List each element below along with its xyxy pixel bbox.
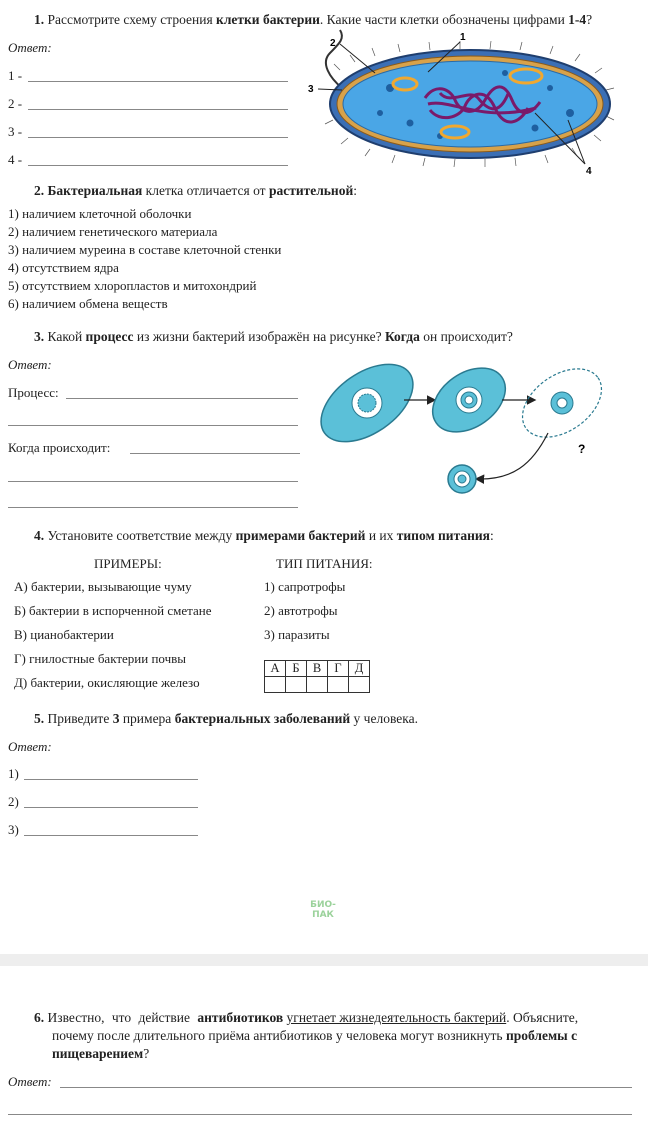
spore-formation-diagram — [312, 355, 612, 505]
q4-header-a: А — [265, 661, 286, 677]
q5-answer-line-2[interactable] — [24, 807, 198, 808]
q5-item-1: 1) — [8, 766, 19, 781]
q6-title-line-2: почему после длительного приёма антибиотиков у человека могут возникнуть проблемы с — [52, 1028, 578, 1043]
biopak-logo: БИО- ПАК — [310, 900, 336, 920]
q1-answer-line-2[interactable] — [28, 109, 288, 110]
callout-1: 1 — [460, 32, 466, 43]
q4-answer-cell-b[interactable] — [286, 677, 307, 693]
q1-item-2: 2 - — [8, 96, 23, 111]
q3-when-line-2[interactable] — [8, 481, 298, 482]
q4-example-d: Д) бактерии, окисляющие железо — [14, 675, 200, 690]
q4-answer-cell-g[interactable] — [328, 677, 349, 693]
q1-title: 1. Рассмотрите схему строения клетки бактерии. Какие части клетки обозначены цифрами 1-4? — [34, 12, 593, 27]
q3-answer-label: Ответ: — [8, 357, 52, 372]
q1-answer-line-3[interactable] — [28, 137, 288, 138]
q3-title: 3. Какой процесс из жизни бактерий изображён на рисунке? Когда он происходит? — [34, 329, 513, 344]
q4-header-v: В — [307, 661, 328, 677]
q4-example-a: А) бактерии, вызывающие чуму — [14, 579, 192, 594]
q5-answer-label: Ответ: — [8, 739, 52, 754]
q3-when-label: Когда происходит: — [8, 440, 111, 455]
q3-process-line[interactable] — [66, 398, 298, 399]
q3-process-line-2[interactable] — [8, 425, 298, 426]
callout-2: 2 — [330, 38, 336, 49]
q4-type-2: 2) автотрофы — [264, 603, 338, 618]
q5-item-3: 3) — [8, 822, 19, 837]
bacterium-cell-diagram — [300, 28, 640, 178]
q6-title-line-1: 6. Известно, что действие антибиотиков угнетает жизнедеятельность бактерий. Объясните, — [34, 1010, 579, 1025]
q4-header-d: Д — [349, 661, 370, 677]
cytoplasm — [343, 61, 597, 147]
q2-option-4[interactable]: 4) отсутствием ядра — [8, 260, 119, 275]
q4-header-b: Б — [286, 661, 307, 677]
q5-item-2: 2) — [8, 794, 19, 809]
q4-header-g: Г — [328, 661, 349, 677]
q2-option-1[interactable]: 1) наличием клеточной оболочки — [8, 206, 192, 221]
page-separator — [0, 954, 648, 966]
q6-title-line-3: пищеварением? — [52, 1046, 150, 1061]
q4-example-b: Б) бактерии в испорченной сметане — [14, 603, 212, 618]
q1-item-4: 4 - — [8, 152, 23, 167]
q6-answer-line-2[interactable] — [8, 1114, 632, 1115]
q2-option-2[interactable]: 2) наличием генетического материала — [8, 224, 218, 239]
q5-answer-line-1[interactable] — [24, 779, 198, 780]
q4-answer-cell-a[interactable] — [265, 677, 286, 693]
q3-process-label: Процесс: — [8, 385, 59, 400]
q4-answer-table — [264, 660, 370, 693]
q2-option-6[interactable]: 6) наличием обмена веществ — [8, 296, 168, 311]
q3-when-line[interactable] — [130, 453, 300, 454]
callout-3: 3 — [308, 84, 314, 95]
q4-example-g: Г) гнилостные бактерии почвы — [14, 651, 186, 666]
q4-answer-cell-v[interactable] — [307, 677, 328, 693]
q4-type-1: 1) сапротрофы — [264, 579, 346, 594]
q4-type-3: 3) паразиты — [264, 627, 330, 642]
q6-answer-line-1[interactable] — [60, 1087, 632, 1088]
q1-item-1: 1 - — [8, 68, 23, 83]
q1-answer-line-1[interactable] — [28, 81, 288, 82]
q2-option-5[interactable]: 5) отсутствием хлоропластов и митохондрий — [8, 278, 257, 293]
question-mark: ? — [578, 442, 586, 456]
q1-answer-line-4[interactable] — [28, 165, 288, 166]
q4-col-types: ТИП ПИТАНИЯ: — [276, 556, 373, 571]
q1-item-3: 3 - — [8, 124, 23, 139]
q5-answer-line-3[interactable] — [24, 835, 198, 836]
q6-answer-label: Ответ: — [8, 1074, 52, 1089]
q2-title: 2. Бактериальная клетка отличается от растительной: — [34, 183, 358, 198]
q4-answer-cell-d[interactable] — [349, 677, 370, 693]
q5-title: 5. Приведите 3 примера бактериальных заболеваний у человека. — [34, 711, 418, 726]
q4-example-v: В) цианобактерии — [14, 627, 114, 642]
q3-when-line-3[interactable] — [8, 507, 298, 508]
q4-col-examples: ПРИМЕРЫ: — [94, 556, 162, 571]
callout-4: 4 — [586, 166, 592, 177]
q2-option-3[interactable]: 3) наличием муреина в составе клеточной стенки — [8, 242, 282, 257]
q4-title: 4. Установите соответствие между примерами бактерий и их типом питания: — [34, 528, 494, 543]
q1-answer-label: Ответ: — [8, 40, 52, 55]
